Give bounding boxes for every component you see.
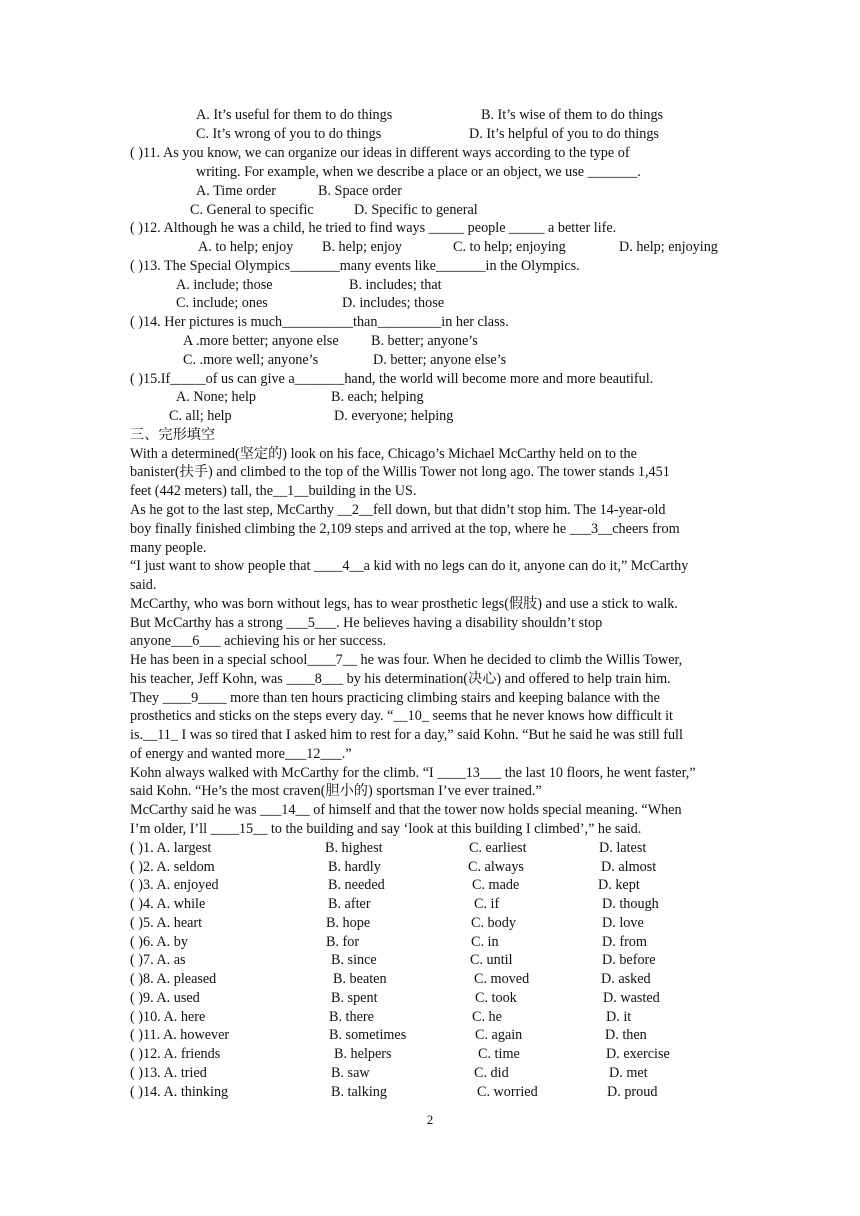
- q13-option-d: D. includes; those: [342, 295, 445, 311]
- passage-line: McCarthy said he was ___14__ of himself and that the tower now holds special meaning. “When: [130, 802, 682, 818]
- cloze-q10-c: C. he: [472, 1009, 502, 1025]
- cloze-q2: ( )2. A. seldom: [130, 859, 215, 875]
- cloze-q8-d: D. asked: [601, 971, 651, 987]
- cloze-q8-c: C. moved: [474, 971, 530, 987]
- q14-stem: ( )14. Her pictures is much__________than_________in her class.: [130, 314, 509, 330]
- passage-line: feet (442 meters) tall, the__1__building in the US.: [130, 483, 417, 499]
- cloze-q9: ( )9. A. used: [130, 990, 200, 1006]
- passage-line: With a determined(坚定的) look on his face, Chicago’s Michael McCarthy held on to the: [130, 446, 637, 462]
- cloze-q1: ( )1. A. largest: [130, 840, 212, 856]
- q10-option-b: B. It’s wise of them to do things: [481, 107, 664, 123]
- q11-stem: ( )11. As you know, we can organize our ideas in different ways according to the type of: [130, 145, 630, 161]
- passage-line: boy finally finished climbing the 2,109 steps and arrived at the top, where he ___3__cheers from: [130, 521, 680, 537]
- cloze-q5-d: D. love: [602, 915, 644, 931]
- passage-line: said.: [130, 577, 157, 593]
- cloze-q3-d: D. kept: [598, 877, 640, 893]
- cloze-q3-c: C. made: [472, 877, 520, 893]
- cloze-q10-d: D. it: [606, 1009, 632, 1025]
- cloze-q5-b: B. hope: [326, 915, 371, 931]
- q11-option-b: B. Space order: [318, 183, 402, 199]
- q11-stem-cont: writing. For example, when we describe a place or an object, we use _______.: [196, 164, 641, 180]
- q11-option-c: C. General to specific: [190, 202, 314, 218]
- q15-option-d: D. everyone; helping: [334, 408, 454, 424]
- cloze-q4-d: D. though: [602, 896, 659, 912]
- cloze-q12-d: D. exercise: [606, 1046, 670, 1062]
- q10-option-c: C. It’s wrong of you to do things: [196, 126, 382, 142]
- cloze-q11-b: B. sometimes: [329, 1027, 407, 1043]
- cloze-q4-b: B. after: [328, 896, 371, 912]
- q10-option-d: D. It’s helpful of you to do things: [469, 126, 659, 142]
- cloze-q14-b: B. talking: [331, 1084, 387, 1100]
- cloze-q13-b: B. saw: [331, 1065, 370, 1081]
- cloze-q9-d: D. wasted: [603, 990, 660, 1006]
- passage-line: But McCarthy has a strong ___5___. He believes having a disability shouldn’t stop: [130, 615, 603, 631]
- section-title: 三、完形填空: [130, 427, 216, 443]
- q13-option-c: C. include; ones: [176, 295, 268, 311]
- q14-option-a: A .more better; anyone else: [183, 333, 339, 349]
- q13-option-b: B. includes; that: [349, 277, 442, 293]
- q15-stem: ( )15.If_____of us can give a_______hand, the world will become more and more beautiful.: [130, 371, 654, 387]
- q12-option-b: B. help; enjoy: [322, 239, 402, 255]
- cloze-q12-b: B. helpers: [334, 1046, 392, 1062]
- cloze-q14: ( )14. A. thinking: [130, 1084, 229, 1100]
- q13-option-a: A. include; those: [176, 277, 273, 293]
- cloze-q12-c: C. time: [478, 1046, 520, 1062]
- cloze-q6-c: C. in: [471, 934, 499, 950]
- cloze-q6: ( )6. A. by: [130, 934, 188, 950]
- cloze-q11-c: C. again: [475, 1027, 523, 1043]
- cloze-q2-d: D. almost: [601, 859, 657, 875]
- cloze-q7: ( )7. A. as: [130, 952, 186, 968]
- cloze-q14-c: C. worried: [477, 1084, 538, 1100]
- q14-option-b: B. better; anyone’s: [371, 333, 478, 349]
- cloze-q7-b: B. since: [331, 952, 377, 968]
- q10-option-a: A. It’s useful for them to do things: [196, 107, 393, 123]
- cloze-q4: ( )4. A. while: [130, 896, 206, 912]
- q12-option-c: C. to help; enjoying: [453, 239, 566, 255]
- cloze-q2-c: C. always: [468, 859, 524, 875]
- q12-option-a: A. to help; enjoy: [198, 239, 294, 255]
- cloze-q7-d: D. before: [602, 952, 656, 968]
- cloze-q10: ( )10. A. here: [130, 1009, 206, 1025]
- passage-line: He has been in a special school____7__ he was four. When he decided to climb the Willis Tower,: [130, 652, 683, 668]
- passage-line: I’m older, I’ll ____15__ to the building and say ‘look at this building I climbed’,” he said.: [130, 821, 642, 837]
- passage-line: of energy and wanted more___12___.”: [130, 746, 352, 762]
- passage-line: anyone___6___ achieving his or her success.: [130, 633, 387, 649]
- passage-line: many people.: [130, 540, 207, 556]
- cloze-q5: ( )5. A. heart: [130, 915, 203, 931]
- cloze-q8: ( )8. A. pleased: [130, 971, 217, 987]
- cloze-q10-b: B. there: [329, 1009, 374, 1025]
- passage-line: As he got to the last step, McCarthy __2__fell down, but that didn’t stop him. The 14-year-old: [130, 502, 666, 518]
- cloze-q5-c: C. body: [471, 915, 516, 931]
- q11-option-d: D. Specific to general: [354, 202, 478, 218]
- passage-line: banister(扶手) and climbed to the top of the Willis Tower not long ago. The tower stands 1,451: [130, 464, 670, 480]
- page-number: 2: [426, 1112, 434, 1127]
- q14-option-d: D. better; anyone else’s: [373, 352, 507, 368]
- cloze-q11-d: D. then: [605, 1027, 647, 1043]
- cloze-q2-b: B. hardly: [328, 859, 381, 875]
- passage-line: prosthetics and sticks on the steps every day. “__10_ seems that he never knows how difficult it: [130, 708, 673, 724]
- cloze-q13-d: D. met: [609, 1065, 648, 1081]
- q15-option-c: C. all; help: [169, 408, 232, 424]
- cloze-q9-c: C. took: [475, 990, 517, 1006]
- cloze-q13-c: C. did: [474, 1065, 509, 1081]
- cloze-q3-b: B. needed: [328, 877, 385, 893]
- passage-line: said Kohn. “He’s the most craven(胆小的) sportsman I’ve ever trained.”: [130, 783, 542, 799]
- cloze-q3: ( )3. A. enjoyed: [130, 877, 219, 893]
- cloze-q1-c: C. earliest: [469, 840, 527, 856]
- passage-line: his teacher, Jeff Kohn, was ____8___ by his determination(决心) and offered to help train him.: [130, 671, 671, 687]
- cloze-q11: ( )11. A. however: [130, 1027, 230, 1043]
- q15-option-a: A. None; help: [176, 389, 256, 405]
- q15-option-b: B. each; helping: [331, 389, 424, 405]
- cloze-q7-c: C. until: [470, 952, 513, 968]
- passage-line: They ____9____ more than ten hours practicing climbing stairs and keeping balance with the: [130, 690, 660, 706]
- q11-option-a: A. Time order: [196, 183, 277, 199]
- passage-line: Kohn always walked with McCarthy for the climb. “I ____13___ the last 10 floors, he went faster,”: [130, 765, 696, 781]
- q13-stem: ( )13. The Special Olympics_______many events like_______in the Olympics.: [130, 258, 580, 274]
- cloze-q12: ( )12. A. friends: [130, 1046, 221, 1062]
- q14-option-c: C. .more well; anyone’s: [183, 352, 319, 368]
- cloze-q14-d: D. proud: [607, 1084, 658, 1100]
- cloze-q1-b: B. highest: [325, 840, 383, 856]
- q12-stem: ( )12. Although he was a child, he tried to find ways _____ people _____ a better life.: [130, 220, 617, 236]
- cloze-q1-d: D. latest: [599, 840, 647, 856]
- cloze-q4-c: C. if: [474, 896, 500, 912]
- cloze-q8-b: B. beaten: [333, 971, 387, 987]
- cloze-q13: ( )13. A. tried: [130, 1065, 207, 1081]
- passage-line: is.__11_ I was so tired that I asked him to rest for a day,” said Kohn. “But he said he was still full: [130, 727, 683, 743]
- cloze-q9-b: B. spent: [331, 990, 378, 1006]
- passage-line: McCarthy, who was born without legs, has to wear prosthetic legs(假肢) and use a stick to walk.: [130, 596, 678, 612]
- cloze-q6-b: B. for: [326, 934, 360, 950]
- passage-line: “I just want to show people that ____4__a kid with no legs can do it, anyone can do it,” McCarthy: [130, 558, 689, 574]
- cloze-q6-d: D. from: [602, 934, 647, 950]
- q12-option-d: D. help; enjoying: [619, 239, 718, 255]
